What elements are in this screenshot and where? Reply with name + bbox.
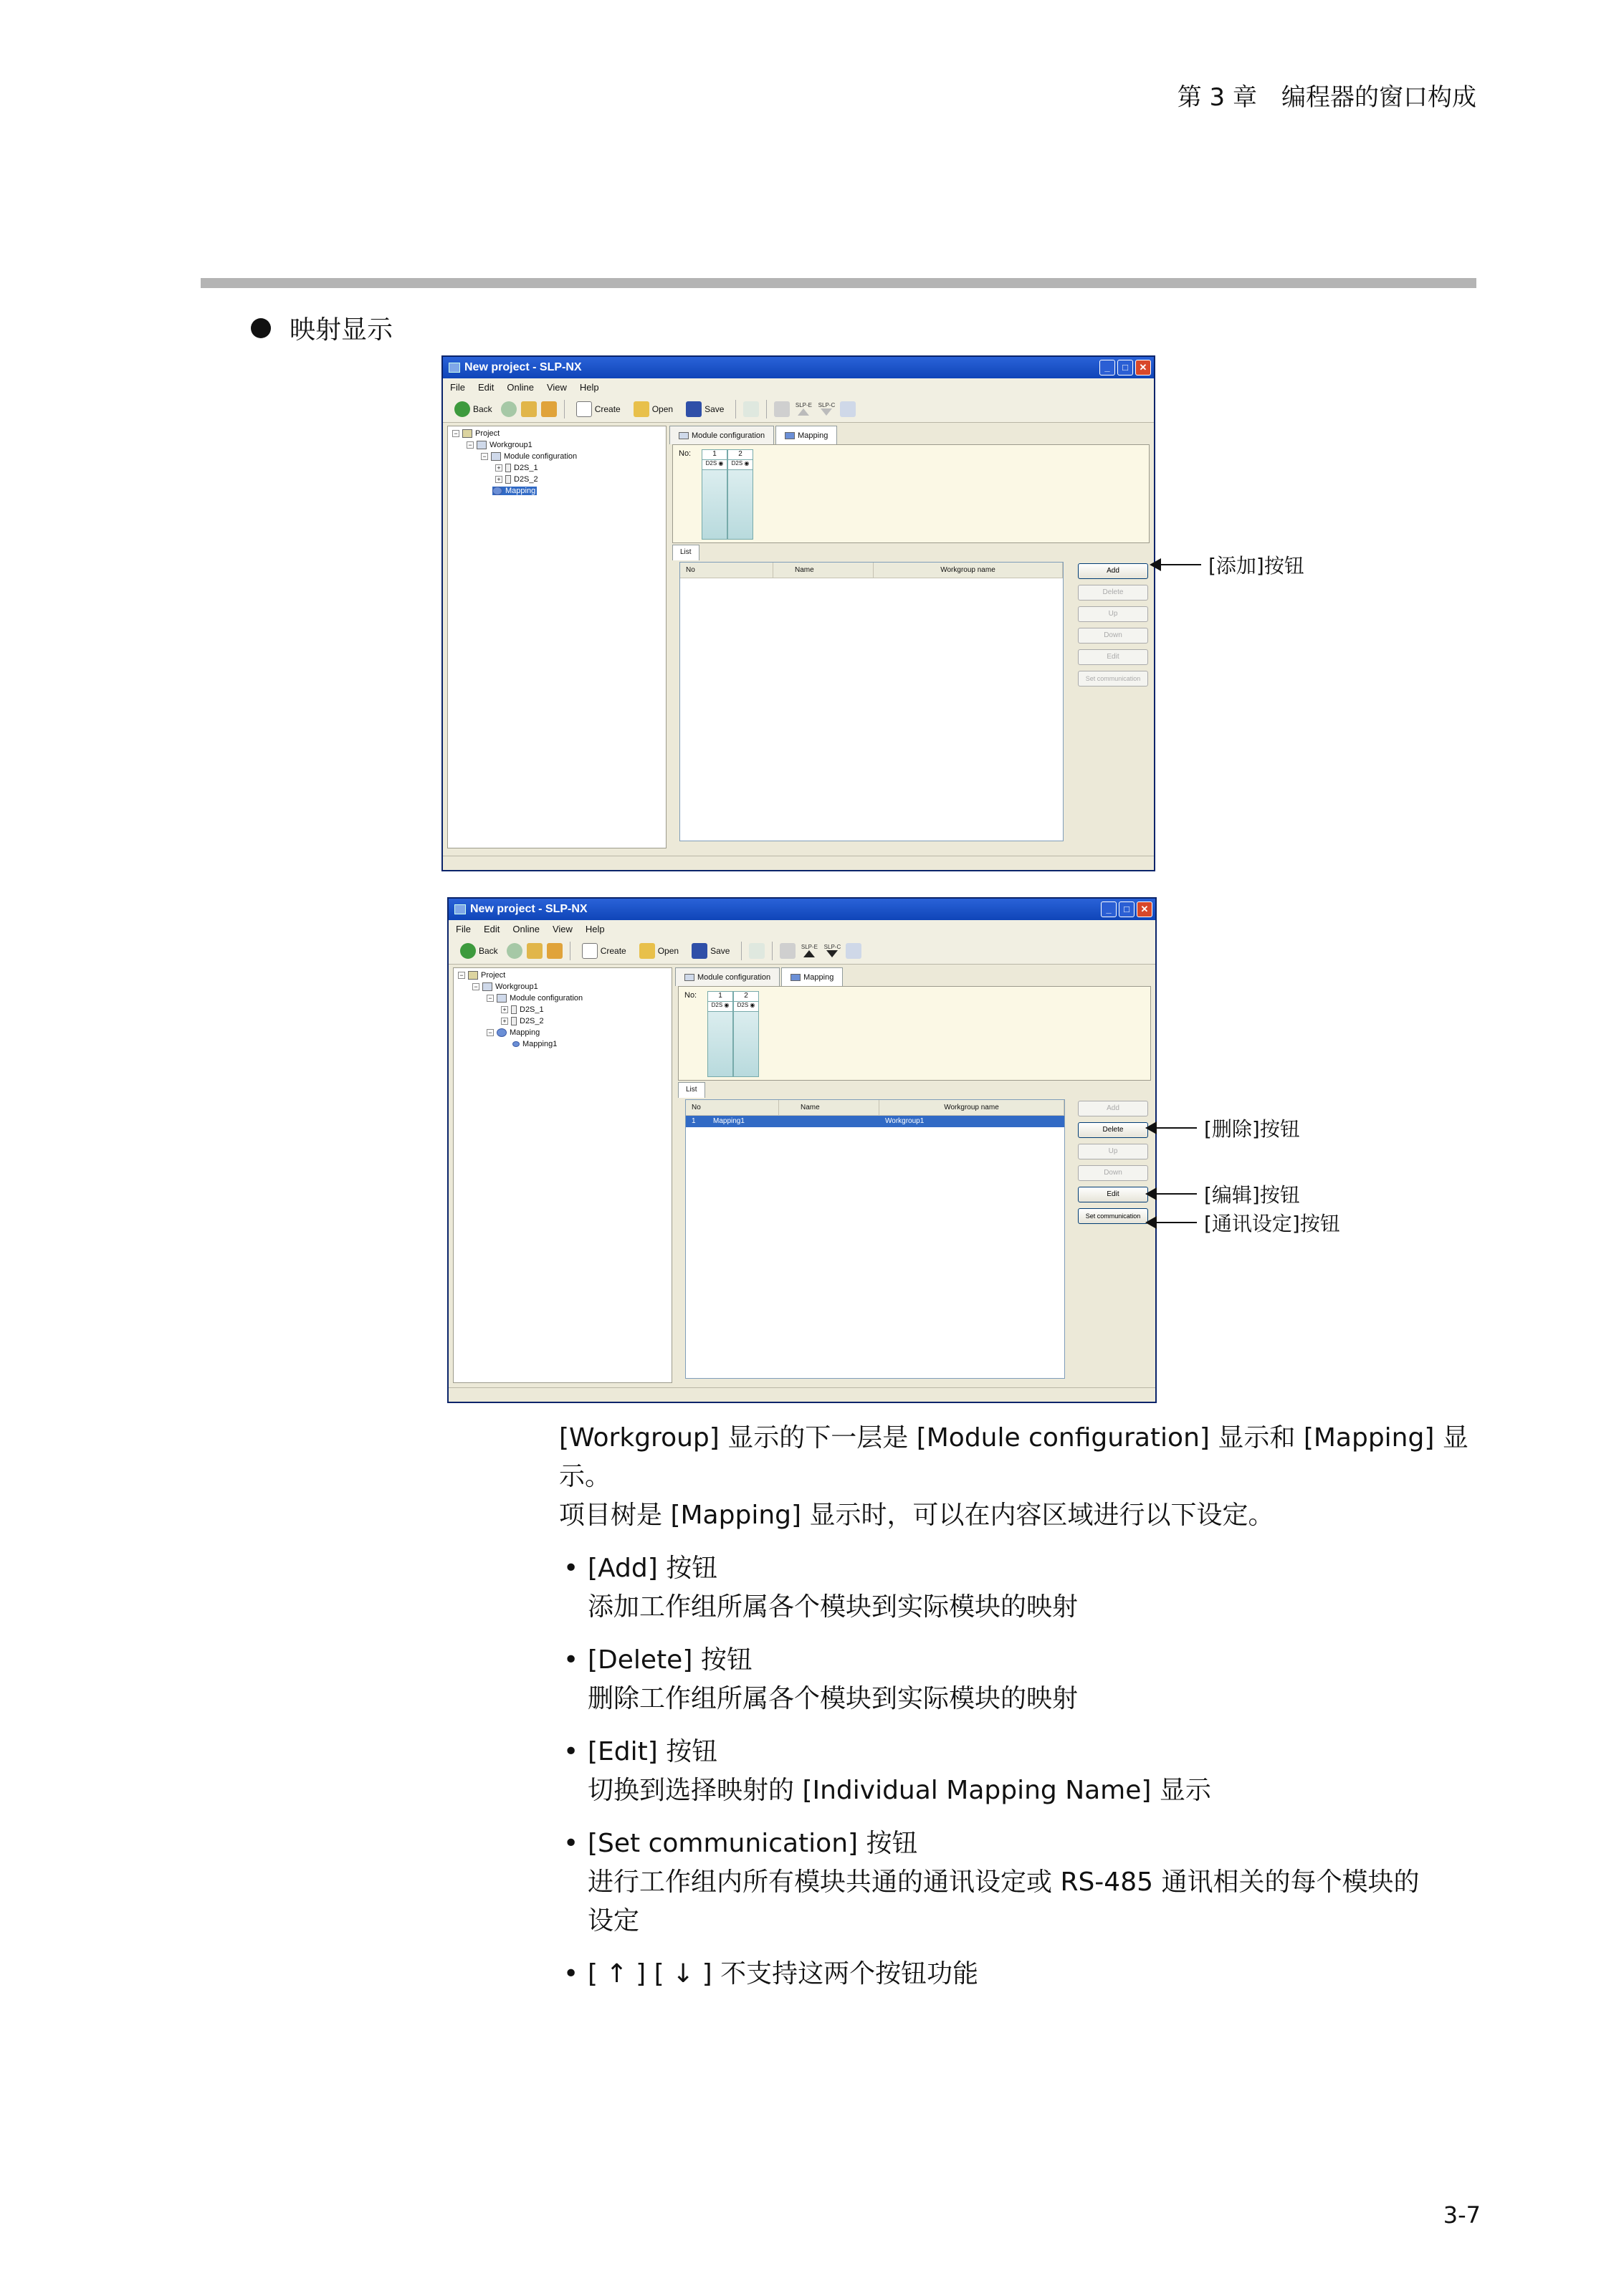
tab-module-configuration[interactable]: Module configuration [675, 967, 780, 986]
tree-item-d2s-1[interactable]: + D2S_1 [501, 1005, 544, 1014]
mapping-icon [790, 974, 801, 981]
page-number: 3-7 [1443, 2201, 1481, 2229]
list-tab[interactable]: List [678, 1082, 705, 1098]
home-icon[interactable] [541, 401, 557, 417]
module-slot[interactable]: 1 D2S ◉ [707, 991, 733, 1077]
download-icon[interactable] [749, 943, 765, 959]
edit-button[interactable]: Edit [1078, 649, 1148, 665]
module-chip-icon [511, 1017, 517, 1025]
open-button[interactable]: Open [629, 399, 677, 419]
status-bar [443, 856, 1154, 870]
list-tab[interactable]: List [672, 545, 699, 560]
screenshot-window-1 [441, 355, 1155, 871]
bullet-add: • [Add] 按钮 添加工作组所属各个模块到实际模块的映射 [559, 1549, 1484, 1627]
tree-item-mapping[interactable]: − Mapping [487, 1028, 540, 1037]
section-heading [251, 310, 393, 346]
add-button[interactable]: Add [1078, 563, 1148, 579]
tab-module-configuration[interactable]: Module configuration [669, 426, 774, 444]
workgroup-icon [482, 982, 492, 991]
close-icon[interactable]: ✕ [1135, 360, 1151, 376]
project-tree [447, 426, 667, 848]
menu-bar [449, 920, 1155, 937]
module-config-icon [497, 994, 507, 1003]
title-bar [449, 899, 1155, 920]
set-communication-button[interactable]: Set communication [1078, 671, 1148, 687]
window-title: New project - SLP-NX [470, 903, 588, 915]
intro-line-2: 项目树是 [Mapping] 显示时，可以在内容区域进行以下设定。 [559, 1501, 1274, 1530]
open-button[interactable]: Open [635, 941, 683, 961]
maximize-icon[interactable]: □ [1117, 360, 1133, 376]
create-button[interactable]: Create [572, 399, 625, 419]
menu-file[interactable]: File [450, 381, 465, 393]
new-file-icon [582, 943, 598, 959]
project-icon [462, 429, 472, 438]
menu-bar [443, 378, 1154, 396]
bullet-delete: • [Delete] 按钮 删除工作组所属各个模块到实际模块的映射 [559, 1641, 1484, 1718]
delete-button[interactable]: Delete [1078, 585, 1148, 601]
menu-help[interactable]: Help [585, 923, 605, 934]
project-icon [468, 971, 478, 980]
module-slot[interactable]: 2 D2S ◉ [733, 991, 759, 1077]
edit-button[interactable]: Edit [1078, 1187, 1148, 1202]
callout-delete: [删除]按钮 [1147, 1114, 1300, 1142]
down-button[interactable]: Down [1078, 628, 1148, 644]
save-button[interactable]: Save [687, 941, 734, 961]
table-row[interactable]: 1 Mapping1 Workgroup1 [686, 1116, 1064, 1127]
open-folder-icon [634, 401, 649, 417]
no-label: No: [684, 991, 697, 1000]
menu-edit[interactable]: Edit [477, 381, 495, 393]
module-icon[interactable] [780, 943, 796, 959]
content-area [675, 967, 1155, 1386]
status-bar [449, 1387, 1155, 1402]
screenshot-window-2 [447, 897, 1157, 1403]
callout-add: [添加]按钮 [1151, 550, 1304, 579]
new-file-icon [576, 401, 592, 417]
column-workgroup-name[interactable]: Workgroup name [874, 563, 1063, 578]
body-text [559, 1419, 1484, 1994]
arrow-left-icon [1147, 1222, 1197, 1223]
tab-mapping[interactable]: Mapping [775, 426, 837, 444]
set-communication-button[interactable]: Set communication [1078, 1208, 1148, 1224]
arrow-left-icon [1147, 1193, 1197, 1195]
module-chip-icon [505, 475, 511, 484]
create-button[interactable]: Create [578, 941, 631, 961]
delete-button[interactable]: Delete [1078, 1122, 1148, 1138]
window-title: New project - SLP-NX [464, 361, 582, 373]
module-slot[interactable]: 1 D2S ◉ [702, 449, 727, 540]
minimize-icon[interactable]: _ [1101, 901, 1117, 917]
module-chip-icon [505, 464, 511, 472]
module-icon[interactable] [774, 401, 790, 417]
callout-edit: [编辑]按钮 [1147, 1180, 1300, 1208]
bullet-set-communication: • [Set communication] 按钮 进行工作组内所有模块共通的通讯设定或 RS-485 通讯相关的每个模块的 设定 [559, 1824, 1484, 1941]
mapping-icon [512, 1041, 520, 1047]
column-no[interactable]: No [680, 563, 773, 578]
back-button[interactable]: Back [456, 941, 502, 961]
mapping-list[interactable] [685, 1099, 1065, 1379]
no-label: No: [679, 449, 692, 458]
mapping-icon [785, 432, 795, 439]
mapping-icon [497, 1028, 507, 1037]
bullet-dot-icon [251, 318, 271, 338]
slp-c-down-button[interactable]: SLP-C [817, 401, 836, 417]
tree-item-project[interactable]: − Project [458, 971, 505, 980]
column-name[interactable]: Name [779, 1100, 879, 1115]
tree-item-d2s-1[interactable]: + D2S_1 [495, 464, 538, 472]
maximize-icon[interactable]: □ [1119, 901, 1135, 917]
slp-e-up-button[interactable]: SLP-E [800, 943, 818, 959]
save-disk-icon [692, 943, 707, 959]
down-button[interactable]: Down [1078, 1165, 1148, 1181]
tree-item-mapping1[interactable]: Mapping1 [512, 1040, 557, 1048]
up-button[interactable]: Up [1078, 606, 1148, 622]
column-workgroup-name[interactable]: Workgroup name [879, 1100, 1064, 1115]
bullet-up-down: • [ ↑ ] [ ↓ ] 不支持这两个按钮功能 [559, 1955, 1484, 1994]
content-area [669, 426, 1154, 851]
forward-arrow-icon[interactable] [501, 401, 517, 417]
monitor-icon[interactable] [846, 943, 861, 959]
menu-view[interactable]: View [546, 381, 567, 393]
column-no[interactable]: No [686, 1100, 779, 1115]
section-title: 映射显示 [290, 315, 393, 345]
up-folder-icon[interactable] [527, 943, 543, 959]
menu-help[interactable]: Help [579, 381, 599, 393]
back-arrow-icon [454, 401, 470, 417]
tree-item-mapping[interactable]: Mapping [492, 487, 537, 495]
toolbar [443, 396, 1154, 423]
project-tree [453, 967, 672, 1383]
mapping-icon [492, 487, 502, 495]
tree-item-d2s-2[interactable]: + D2S_2 [495, 475, 538, 484]
tree-item-module-configuration[interactable]: − Module configuration [481, 452, 577, 461]
section-rule [201, 278, 1476, 288]
tree-item-d2s-2[interactable]: + D2S_2 [501, 1017, 544, 1025]
up-folder-icon[interactable] [521, 401, 537, 417]
save-button[interactable]: Save [682, 399, 728, 419]
bullet-edit: • [Edit] 按钮 切换到选择映射的 [Individual Mapping Name] 显示 [559, 1733, 1484, 1810]
forward-arrow-icon[interactable] [507, 943, 522, 959]
up-arrow-icon [798, 408, 809, 416]
minimize-icon[interactable]: _ [1099, 360, 1115, 376]
down-arrow-icon [821, 408, 832, 416]
mapping-list[interactable] [679, 562, 1064, 841]
toolbar [449, 937, 1155, 965]
arrow-left-icon [1151, 564, 1201, 565]
up-arrow-icon [803, 950, 815, 957]
app-icon [454, 904, 466, 914]
module-icon [684, 974, 694, 981]
tab-mapping[interactable]: Mapping [781, 967, 843, 986]
module-panel [678, 986, 1151, 1081]
tree-item-module-configuration[interactable]: − Module configuration [487, 994, 583, 1003]
intro-line-1: [Workgroup] 显示的下一层是 [Module configuration] 显示和 [Mapping] 显示。 [559, 1423, 1468, 1491]
back-button[interactable]: Back [450, 399, 497, 419]
chapter-header: 第 3 章 编程器的窗口构成 [1177, 83, 1476, 112]
module-config-icon [491, 452, 501, 461]
module-icon [679, 432, 689, 439]
title-bar [443, 357, 1154, 378]
up-button[interactable]: Up [1078, 1144, 1148, 1159]
menu-file[interactable]: File [456, 923, 471, 934]
save-disk-icon [686, 401, 702, 417]
monitor-icon[interactable] [840, 401, 856, 417]
add-button[interactable]: Add [1078, 1101, 1148, 1116]
home-icon[interactable] [547, 943, 563, 959]
menu-online[interactable]: Online [507, 381, 534, 393]
app-icon [449, 363, 460, 373]
close-icon[interactable]: ✕ [1137, 901, 1152, 917]
workgroup-icon [477, 441, 487, 449]
column-name[interactable]: Name [773, 563, 874, 578]
module-chip-icon [511, 1005, 517, 1014]
callout-set-communication: [通讯设定]按钮 [1147, 1208, 1340, 1237]
tree-item-workgroup[interactable]: − Workgroup1 [467, 441, 532, 449]
open-folder-icon [639, 943, 655, 959]
module-slot[interactable]: 2 D2S ◉ [727, 449, 753, 540]
tree-item-workgroup[interactable]: − Workgroup1 [472, 982, 538, 991]
down-arrow-icon [826, 950, 838, 957]
menu-view[interactable]: View [552, 923, 573, 934]
back-arrow-icon [460, 943, 476, 959]
tree-item-project[interactable]: − Project [452, 429, 500, 438]
slp-e-up-button[interactable]: SLP-E [794, 401, 813, 417]
menu-online[interactable]: Online [512, 923, 540, 934]
menu-edit[interactable]: Edit [483, 923, 500, 934]
module-panel [672, 444, 1150, 543]
slp-c-down-button[interactable]: SLP-C [823, 943, 841, 959]
arrow-left-icon [1147, 1127, 1197, 1129]
download-icon[interactable] [743, 401, 759, 417]
